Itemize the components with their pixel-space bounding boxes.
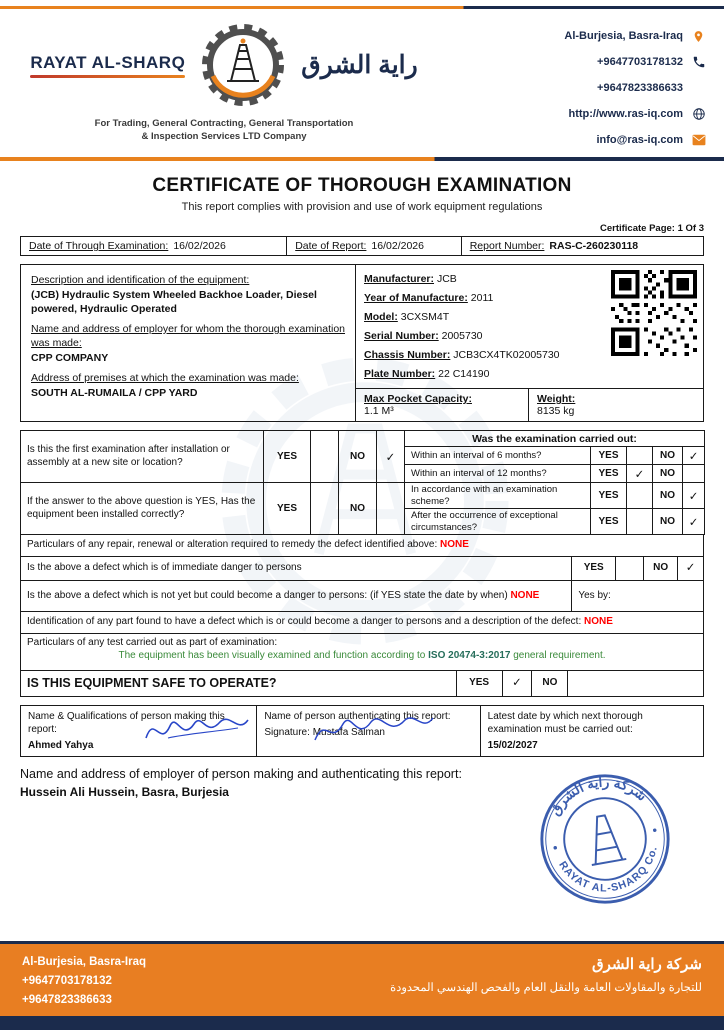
capacity-weight-strip [356,388,703,421]
equipment-employer-label: Name and address of employer for whom the thorough examination was made: [31,323,346,349]
question-installed-correctly: If the answer to the above question is YES, Has the equipment been installed correctly? [21,483,264,535]
circumstances-yes-check [627,509,653,535]
interval-12-months-yes-check: ✓ [627,465,653,483]
safe-no-check [567,671,703,696]
immediate-danger-row [20,556,704,581]
defect-identification-label: Identification of any part found to have a defect which is or could become a danger to persons and a description of the defect: [27,616,582,628]
footer-arabic-block [390,953,702,1008]
interval-6-months-yes-check [627,447,653,465]
capacity-value: 1.1 M³ [364,405,394,417]
footer-company-description-ar: للتجارة والمقاولات العامة والنقل العام والفحص الهندسي المحدودة [390,982,702,994]
signature-label: Signature: [264,727,310,738]
company-logo-gear-icon [197,19,289,111]
test-particulars-row [20,633,704,671]
next-examination-label: Latest date by which next thorough examination must be carried out: [487,711,643,735]
plate-value: 22 C14190 [438,368,490,380]
premises-value: SOUTH AL-RUMAILA / CPP YARD [31,387,198,399]
scheme-yes-check [627,483,653,509]
weight-value: 8135 kg [537,405,575,417]
page-title: CERTIFICATE OF THOROUGH EXAMINATION [152,175,572,196]
yes-label: YES [571,557,615,580]
tagline-line1: For Trading, General Contracting, General Transportation [94,118,354,129]
repair-particulars-row [20,534,704,557]
serial-row [364,327,607,346]
next-examination-cell [480,706,703,756]
serial-label: Serial Number: [364,330,439,342]
contact-phone-1 [481,49,706,75]
year-value: 2011 [470,292,494,304]
future-danger-label: Is the above a defect which is not yet but could become a danger to persons: (if YES state the date by when) [27,589,508,601]
interval-12-months-question: Within an interval of 12 months? [405,465,591,483]
certificate-page-info: Certificate Page: 1 Of 3 [599,223,704,234]
no-label: NO [653,447,683,465]
footer-phone-2: +9647823386633 [22,994,112,1006]
logo-swoosh [30,75,185,78]
first-exam-no-check: ✓ [377,431,405,483]
circumstances-no-check: ✓ [683,509,705,535]
equipment-spec-list [364,270,607,384]
model-row [364,308,607,327]
repair-label: Particulars of any repair, renewal or alteration required to remedy the defect identified above: [27,539,438,551]
equipment-description-value: (JCB) Hydraulic System Wheeled Backhoe Loader, Diesel powered, Hydraulic Operated [31,289,317,315]
future-danger-row [20,580,704,612]
no-label: NO [653,483,683,509]
defect-identification-text [21,612,703,633]
location-pin-icon [691,29,706,44]
installed-yes-check [311,483,339,535]
employer-statement-value: Hussein Ali Hussein, Basra, Burjesia [20,785,229,799]
chassis-value: JCB3CX4TK02005730 [453,349,560,361]
next-examination-date: 15/02/2027 [487,740,538,751]
footer-company-name-ar: شركة راية الشرق [591,956,702,973]
contact-phone-1-text: +9647703178132 [597,56,683,68]
test-particulars-label: Particulars of any test carried out as part of examination: [27,637,278,648]
safe-yes-check: ✓ [502,671,532,696]
contact-address [481,23,706,49]
page-subtitle: This report complies with provision and use of work equipment regulations [181,201,543,213]
equipment-description-label: Description and identification of the equipment: [31,274,250,286]
equipment-spec-cell [356,265,703,421]
footer-contact-block [22,953,146,1008]
safe-to-operate-question: IS THIS EQUIPMENT SAFE TO OPERATE? [27,676,277,691]
header-divider-line [0,157,724,161]
contact-website [481,101,706,127]
immediate-no-check: ✓ [677,557,703,580]
tagline-line2: & Inspection Services LTD Company [141,131,307,142]
model-label: Model: [364,311,398,323]
report-maker-name: Ahmed Yahya [28,740,94,751]
serial-value: 2005730 [441,330,483,342]
examination-table [20,430,705,535]
no-label: NO [643,557,677,580]
yes-by-cell: Yes by: [571,581,703,611]
footer-phone-1: +9647703178132 [22,975,112,987]
authenticator-name: Mustafa Salman [312,727,385,738]
exam-date-value: 16/02/2026 [173,240,226,252]
yes-label: YES [264,483,311,535]
contact-website-text: http://www.ras-iq.com [568,108,683,120]
test-result-statement [27,650,697,661]
capacity-cell [356,389,529,421]
iso-standard-reference: ISO 20474-3:2017 [428,650,511,661]
dates-row [20,236,704,256]
footer-address: Al-Burjesia, Basra-Iraq [22,956,146,968]
no-label: NO [653,465,683,483]
report-maker-label: Name & Qualifications of person making this report: [28,711,225,735]
interval-6-months-no-check: ✓ [683,447,705,465]
contact-phone-2 [481,75,706,101]
model-value: 3CXSM4T [400,311,450,323]
contact-list [481,19,706,153]
report-date-label: Date of Report: [295,240,367,252]
defect-identification-row [20,611,704,634]
report-date-cell [286,237,461,255]
authenticator-label: Name of person authenticating this report: [264,711,451,722]
premises-label: Address of premises at which the examination was made: [31,372,299,384]
yes-label: YES [591,483,627,509]
test-statement-suffix: general requirement. [513,650,606,661]
company-stamp [526,758,684,919]
authenticator-signature-line [264,726,472,739]
question-first-examination: Is this the first examination after installation or assembly at a new site or location? [21,431,264,483]
no-label: NO [339,431,377,483]
yes-label: YES [264,431,311,483]
equipment-identification-cell [21,265,356,421]
report-number-cell [461,237,703,255]
interval-12-months-no-check [683,465,705,483]
year-row [364,289,607,308]
first-exam-yes-check [311,431,339,483]
phone-icon-spacer [691,81,706,96]
chassis-row [364,346,607,365]
manufacturer-label: Manufacturer: [364,273,435,285]
capacity-label: Max Pocket Capacity: [364,393,472,405]
no-label: NO [531,671,567,696]
contact-email-text: info@ras-iq.com [596,134,683,146]
scheme-no-check: ✓ [683,483,705,509]
installed-no-check [377,483,405,535]
test-particulars-cell [21,634,703,670]
contact-email [481,127,706,153]
footer-bottom-bar [0,1016,724,1030]
stamp-text-arabic: شركة راية الشرق [547,774,650,818]
report-maker-cell [21,706,256,756]
company-name-en-text: RAYAT AL-SHARQ [30,52,186,72]
repair-particulars-text [21,535,703,556]
authenticator-cell [256,706,479,756]
phone-icon [691,55,706,70]
qr-code [611,270,697,356]
no-label: NO [339,483,377,535]
report-date-value: 16/02/2026 [371,240,424,252]
immediate-yes-check [615,557,643,580]
signoff-table [20,705,704,757]
letterhead [0,9,724,157]
page-footer [0,941,724,1030]
defect-identification-value-none: NONE [584,616,613,628]
contact-address-text: Al-Burjesia, Basra-Iraq [564,30,683,42]
yes-label: YES [591,509,627,535]
safe-to-operate-row [20,670,704,697]
future-danger-value-none: NONE [510,589,540,601]
future-danger-question [21,581,571,611]
examination-scheme-question: In accordance with an examination scheme? [405,483,591,509]
envelope-icon [691,133,706,148]
immediate-danger-question: Is the above a defect which is of immediate danger to persons [27,562,302,574]
stamp-derrick-icon [584,813,627,865]
equipment-employer-value: CPP COMPANY [31,352,109,364]
certificate-page [0,6,724,801]
company-name-ar: راية الشرق [301,51,418,79]
report-number-label: Report Number: [469,240,545,252]
plate-label: Plate Number: [364,368,436,380]
exam-date-label: Date of Through Examination: [29,240,169,252]
plate-row [364,365,607,384]
yes-label: YES [591,447,627,465]
equipment-block [20,264,704,422]
contact-phone-2-text: +9647823386633 [597,82,683,94]
company-logo-block [24,19,424,153]
yes-label: YES [591,465,627,483]
yes-label: YES [456,671,502,696]
weight-label: Weight: [537,393,576,405]
test-statement-prefix: The equipment has been visually examined and function according to [118,650,426,661]
no-label: NO [653,509,683,535]
repair-value-none: NONE [440,539,469,551]
oil-derrick-icon [227,45,259,81]
report-number-value: RAS-C-260230118 [549,240,639,252]
globe-icon [691,107,706,122]
exceptional-circumstances-question: After the occurrence of exceptional circumstances? [405,509,591,535]
footer-band [0,944,724,1016]
carried-out-header: Was the examination carried out: [405,431,705,447]
company-name-en [30,53,185,78]
manufacturer-value: JCB [436,273,457,285]
employer-statement-label: Name and address of employer of person making and authenticating this report: [20,767,462,781]
manufacturer-row [364,270,607,289]
exam-date-cell [21,237,286,255]
chassis-label: Chassis Number: [364,349,451,361]
stamp-text-english: RAYAT AL-SHARQ Co. [556,845,660,895]
interval-6-months-question: Within an interval of 6 months? [405,447,591,465]
weight-cell [529,389,583,421]
year-label: Year of Manufacture: [364,292,468,304]
